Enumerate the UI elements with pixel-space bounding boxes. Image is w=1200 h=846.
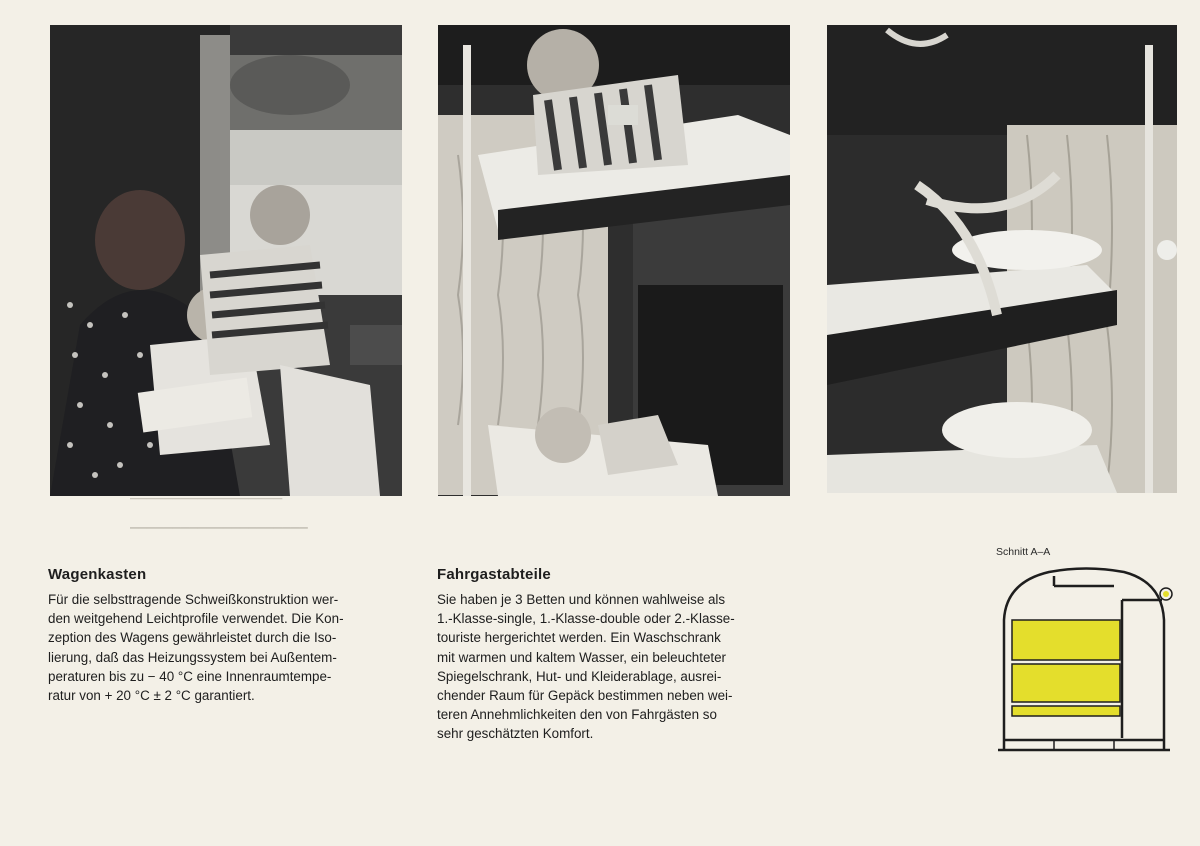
paragraph-wagenkasten: [48, 590, 408, 705]
photo-bunk-beds: [438, 25, 790, 496]
text-line: peraturen bis zu − 40 °C eine Innenraumtempe-: [48, 668, 332, 684]
text-line: ratur von + 20 °C ± 2 °C garantiert.: [48, 688, 255, 704]
text-line: 1.-Klasse-single, 1.-Klasse-double oder 2.-Klasse-: [437, 611, 735, 627]
paragraph-fahrgastabteile: [437, 590, 797, 744]
text-line: den weitgehend Leichtprofile verwendet. Die Kon-: [48, 611, 344, 627]
section-diagram-label: Schnitt A–A: [996, 546, 1051, 558]
show-through-text: ▔▔▔▔▔▔▔▔▔▔▔▔▔▔▔▔▔▔ ▁▁▁▁▁▁▁▁▁▁▁▁▁▁▁▁▁▁▁▁▁: [130, 499, 308, 529]
cross-section-diagram: [994, 560, 1174, 760]
text-line: Spiegelschrank, Hut- und Kleiderablage, ausrei-: [437, 668, 722, 684]
bunk-upper: [1012, 620, 1120, 660]
heading-fahrgastabteile: Fahrgastabteile: [437, 566, 551, 583]
text-line: zeption des Wagens gewährleistet durch die Iso-: [48, 630, 337, 646]
text-line: chender Raum für Gepäck bestimmen neben wei-: [437, 688, 733, 704]
text-line: lierung, daß das Heizungssystem bei Außentem-: [48, 649, 337, 665]
text-line: mit warmen und kaltem Wasser, ein beleuchteter: [437, 649, 727, 665]
text-line: touriste hergerichtet werden. Ein Waschschrank: [437, 630, 721, 646]
bunk-lower: [1012, 706, 1120, 716]
text-line: Für die selbsttragende Schweißkonstruktion wer-: [48, 592, 339, 607]
photo-family-compartment: [50, 25, 402, 496]
heading-wagenkasten: Wagenkasten: [48, 566, 147, 583]
bunk-middle: [1012, 664, 1120, 702]
text-line: Sie haben je 3 Betten und können wahlweise als: [437, 592, 726, 607]
text-line: teren Annehmlichkeiten den von Fahrgästen so: [437, 707, 717, 723]
text-line: sehr geschätzten Komfort.: [437, 726, 594, 742]
photo-made-beds: [827, 25, 1177, 493]
